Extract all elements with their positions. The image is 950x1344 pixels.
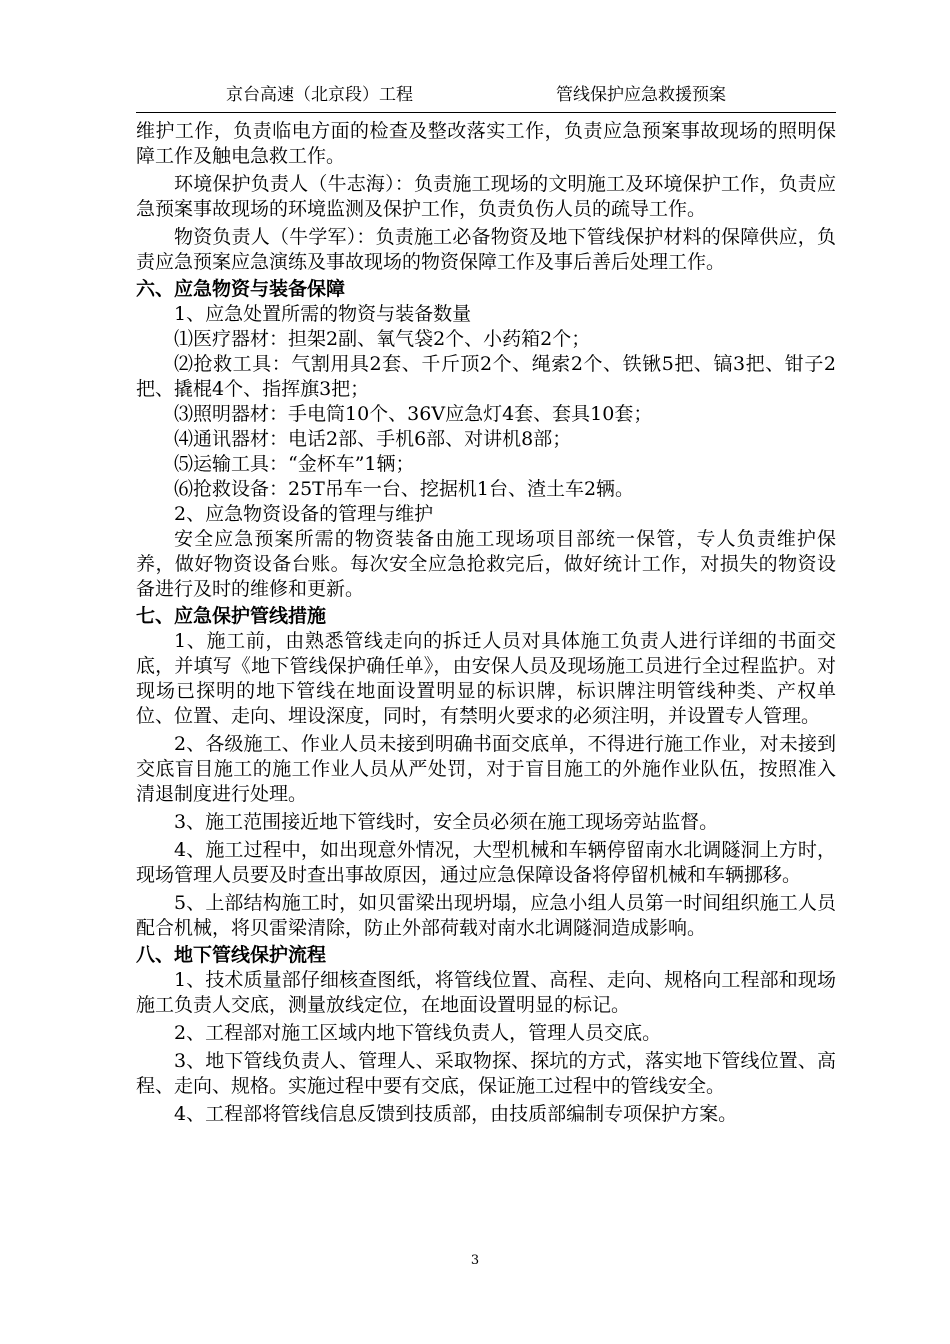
paragraph: 1、技术质量部仔细核查图纸，将管线位置、高程、走向、规格向工程部和现场施工负责人交底，测量放线定位，在地面设置明显的标记。 <box>136 969 836 1016</box>
list-item: ⑸运输工具：“金杯车”1辆； <box>174 453 415 475</box>
header-project-name: 京台高速（北京段）工程 <box>226 85 413 105</box>
list-item: ⑶照明器材：手电筒10个、36V应急灯4套、套具10套； <box>174 403 653 425</box>
paragraph: 3、施工范围接近地下管线时，安全员必须在施工现场旁站监督。 <box>174 811 719 833</box>
paragraph: 1、施工前，由熟悉管线走向的拆迁人员对具体施工负责人进行详细的书面交底，并填写《地下管线保护确任单》，由安保人员及现场施工员进行全过程监护。对现场已探明的地下管线在地面设置明显的标识牌，标识牌注明管线种类、产权单位、位置、走向、埋设深度，同时，有禁明火要求的必须注明，并设置专人管理。 <box>136 630 836 727</box>
paragraph: 环境保护负责人（牛志海）：负责施工现场的文明施工及环境保护工作，负责应急预案事故现场的环境监测及保护工作，负责负伤人员的疏导工作。 <box>136 173 836 220</box>
section-heading: 六、应急物资与装备保障 <box>136 278 346 300</box>
list-item: ⑵抢救工具：气割用具2套、千斤顶2个、绳索2个、铁锹5把、镐3把、钳子2把、撬棍4个、指挥旗3把； <box>136 353 836 400</box>
paragraph: 维护工作，负责临电方面的检查及整改落实工作，负责应急预案事故现场的照明保障工作及触电急救工作。 <box>136 120 836 167</box>
paragraph: 4、工程部将管线信息反馈到技质部，由技质部编制专项保护方案。 <box>174 1103 738 1125</box>
page-header <box>136 82 836 113</box>
list-item: ⑴医疗器材：担架2副、氧气袋2个、小药箱2个； <box>174 328 591 350</box>
paragraph: 2、工程部对施工区域内地下管线负责人，管理人员交底。 <box>174 1022 662 1044</box>
section-heading: 七、应急保护管线措施 <box>136 605 327 627</box>
paragraph: 安全应急预案所需的物资装备由施工现场项目部统一保管，专人负责维护保养，做好物资设备台账。每次安全应急抢救完后，做好统计工作，对损失的物资设备进行及时的维修和更新。 <box>136 528 836 600</box>
section-heading: 八、地下管线保护流程 <box>136 944 327 966</box>
list-item: ⑹抢救设备：25T吊车一台、挖据机1台、渣土车2辆。 <box>174 478 635 500</box>
list-item: ⑷通讯器材：电话2部、手机6部、对讲机8部； <box>174 428 572 450</box>
paragraph: 2、各级施工、作业人员未接到明确书面交底单，不得进行施工作业，对未接到交底盲目施工的施工作业人员从严处罚，对于盲目施工的外施作业队伍，按照准入清退制度进行处理。 <box>136 733 836 805</box>
paragraph: 4、施工过程中，如出现意外情况，大型机械和车辆停留南水北调隧洞上方时，现场管理人员要及时查出事故原因，通过应急保障设备将停留机械和车辆挪移。 <box>136 839 836 886</box>
paragraph: 3、地下管线负责人、管理人、采取物探、探坑的方式，落实地下管线位置、高程、走向、规格。实施过程中要有交底，保证施工过程中的管线安全。 <box>136 1050 836 1097</box>
paragraph: 5、上部结构施工时，如贝雷梁出现坍塌，应急小组人员第一时间组织施工人员配合机械，将贝雷梁清除，防止外部荷载对南水北调隧洞造成影响。 <box>136 892 836 939</box>
paragraph: 2、应急物资设备的管理与维护 <box>174 503 434 525</box>
page-number: 3 <box>470 1253 480 1268</box>
header-document-title: 管线保护应急救援预案 <box>556 85 726 105</box>
body-text <box>136 119 836 1127</box>
paragraph: 物资负责人（牛学军）：负责施工必备物资及地下管线保护材料的保障供应，负责应急预案应急演练及事故现场的物资保障工作及事后善后处理工作。 <box>136 226 836 273</box>
paragraph: 1、应急处置所需的物资与装备数量 <box>174 303 472 325</box>
